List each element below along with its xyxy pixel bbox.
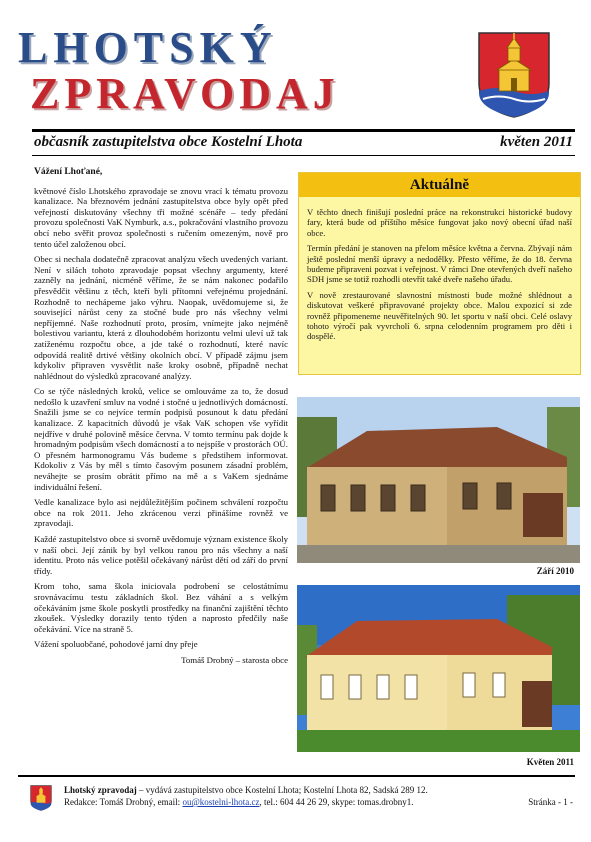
editorial-paragraph: Každé zastupitelstvo obce si svorně uvědomuje význam existence školy v naší obci. Její zánik by byl velkou ranou pro nás všechny a naší identitu. Proto nás velice potěšil očekávaný nárůst dětí od září do první třídy. bbox=[34, 534, 288, 576]
editorial-paragraph: Vedle kanalizace bylo asi nejdůležitějším počinem schválení rozpočtu obce na rok 2011. Jeho zkrácenou verzi přinášíme rovněž ve zpravodaji. bbox=[34, 497, 288, 529]
issue-date: květen 2011 bbox=[500, 134, 573, 150]
editorial-paragraph: Obec si nechala dodatečně zpracovat analýzu všech uvedených variant. Není v silách tohoto zpravodaje popsat všechny argumenty, které zazněly na jednání, nicméně věříme, že se nám nakonec podařilo přesvědčit většinu z těch, kteří byli přítomni veřejnému projednání. Rozhodně to nechápeme jako výhru. Naopak, uvědomujeme si, že související nárůst ceny za stočné bude pro nás všechny velmi nepříjemné. Naše rozhodnutí proto, prosím, vnímejte jako nejméně bolestivou variantu, která z dlouhodobém horizontu velmi uleví už tak zatíženému rozpočtu obce, a jde také o rozhodnutí, které navíc odpovídá realitě drtivé většiny okolních obcí. V případě zájmu jsem kdykoliv připraven vysvětlit naše kroky osobně, případně nechat nahlédnout do výsledků zpracované analýzy. bbox=[34, 254, 288, 381]
news-paragraph: Termín předání je stanoven na přelom měsíce května a června. Zbývají nám ještě poslední menší úpravy a nedodělky. Přesto věříme, že do 18. června budeme připraveni pozvat i veřejnost. V rámci Dne otevřených dveří našeho SDH jsme se totiž rozhodli otevřít také dveře našeho úřadu. bbox=[307, 243, 572, 285]
coat-of-arms-icon bbox=[477, 31, 551, 119]
footer-publisher-line bbox=[64, 785, 428, 795]
editorial-signature: Tomáš Drobný – starosta obce bbox=[181, 654, 288, 665]
news-box-body bbox=[307, 207, 572, 347]
photo-caption-after: Květen 2011 bbox=[526, 757, 574, 767]
footer-email-link[interactable]: ou@kostelni-lhota.cz bbox=[182, 797, 260, 807]
editorial-paragraph: květnové číslo Lhotského zpravodaje se znovu vrací k tématu provozu kanalizace. Na březnovém jednání zastupitelstva obce byly opět před veřejností diskutovány všechny tři možné scénáře – tedy předání provozu společnosti VaK Nymburk, a.s., pokračování vlastního provozu obcí nebo svěřit provoz společnosti s ručením omezeným, nově pro tento účel založenou obcí. bbox=[34, 185, 288, 249]
photo-building-before bbox=[297, 397, 580, 563]
footer-publisher: – vydává zastupitelstvo obce Kostelní Lhota; Kostelní Lhota 82, Sadská 289 12. bbox=[136, 785, 428, 795]
footer-coat-of-arms-icon bbox=[30, 785, 52, 811]
photo-caption-before: Září 2010 bbox=[536, 566, 574, 576]
footer-contacts: , tel.: 604 44 26 29, skype: tomas.drobny1. bbox=[259, 797, 414, 807]
masthead-title-line1: LHOTSKÝ bbox=[18, 23, 278, 72]
footer-editor: Redakce: Tomáš Drobný, email: bbox=[64, 797, 183, 807]
editorial-paragraph: Krom toho, sama škola iniciovala podrobení se celostátnímu srovnávacímu testu základních škol. Bez váhání a s velkým očekáváním jsme škole poskytli prostředky na finanční zajištění těchto zkoušek. Výsledky dorazily tento týden a naprosto předčily naše očekávání. Více na straně 5. bbox=[34, 581, 288, 634]
footer-rule bbox=[18, 775, 575, 777]
news-paragraph: V nově zrestaurované slavnostní místnosti bude možné shlédnout a diskutovat veškeré připravované projekty obce. Malou expozicí si zde rovněž připomeneme neuvěřitelných 90. let sportu v naší obci. Celé oslavy tohoto výročí pak vyvrcholí 6. srpna celodenním programem pro děti i dospělé. bbox=[307, 289, 572, 342]
news-box bbox=[298, 172, 581, 375]
masthead-rule bbox=[32, 129, 575, 132]
masthead-title-line2: ZPRAVODAJ bbox=[30, 69, 340, 118]
page-number: Stránka - 1 - bbox=[528, 797, 573, 807]
editorial-paragraph: Co se týče následných kroků, velice se omlouváme za to, že dosud nedošlo k uzavření smluv na vodné i stočné u jednotlivých domácností. Snažili jsme se co nejvíce termín podpisů posunout k datu předání kanalizace. Z kapacitních důvodů je však VaK schopen vše vyřídit nejdříve v druhé polovině měsíce června. V tomto termínu pak dojde k hromadným podpisům všech domácností a to nejspíše v prostorách OÚ. O přesném harmonogramu Vás budeme s předstihem informovat. Kdokoliv z Vás by měl s tímto časovým posunem zásadní problém, neváhejte se prosím obrátit přímo na mě a s VaKem sjednáme individuální řešení. bbox=[34, 386, 288, 492]
photo-building-after bbox=[297, 585, 580, 752]
news-paragraph: V těchto dnech finišují poslední práce na rekonstrukci historické budovy fary, která bude od příštího měsíce fungovat jako nový obecní úřad naší obce. bbox=[307, 207, 572, 238]
footer-title: Lhotský zpravodaj bbox=[64, 785, 137, 795]
editorial-closing: Vážení spoluobčané, pohodové jarní dny přeje bbox=[34, 639, 198, 650]
editorial-greeting: Vážení Lhoťané, bbox=[34, 167, 103, 177]
footer-contact-line bbox=[64, 797, 413, 807]
masthead-subtitle: občasník zastupitelstva obce Kostelní Lhota bbox=[34, 134, 303, 150]
news-box-title: Aktuálně bbox=[299, 173, 580, 197]
editorial-column bbox=[34, 167, 288, 671]
subtitle-rule bbox=[32, 155, 575, 156]
